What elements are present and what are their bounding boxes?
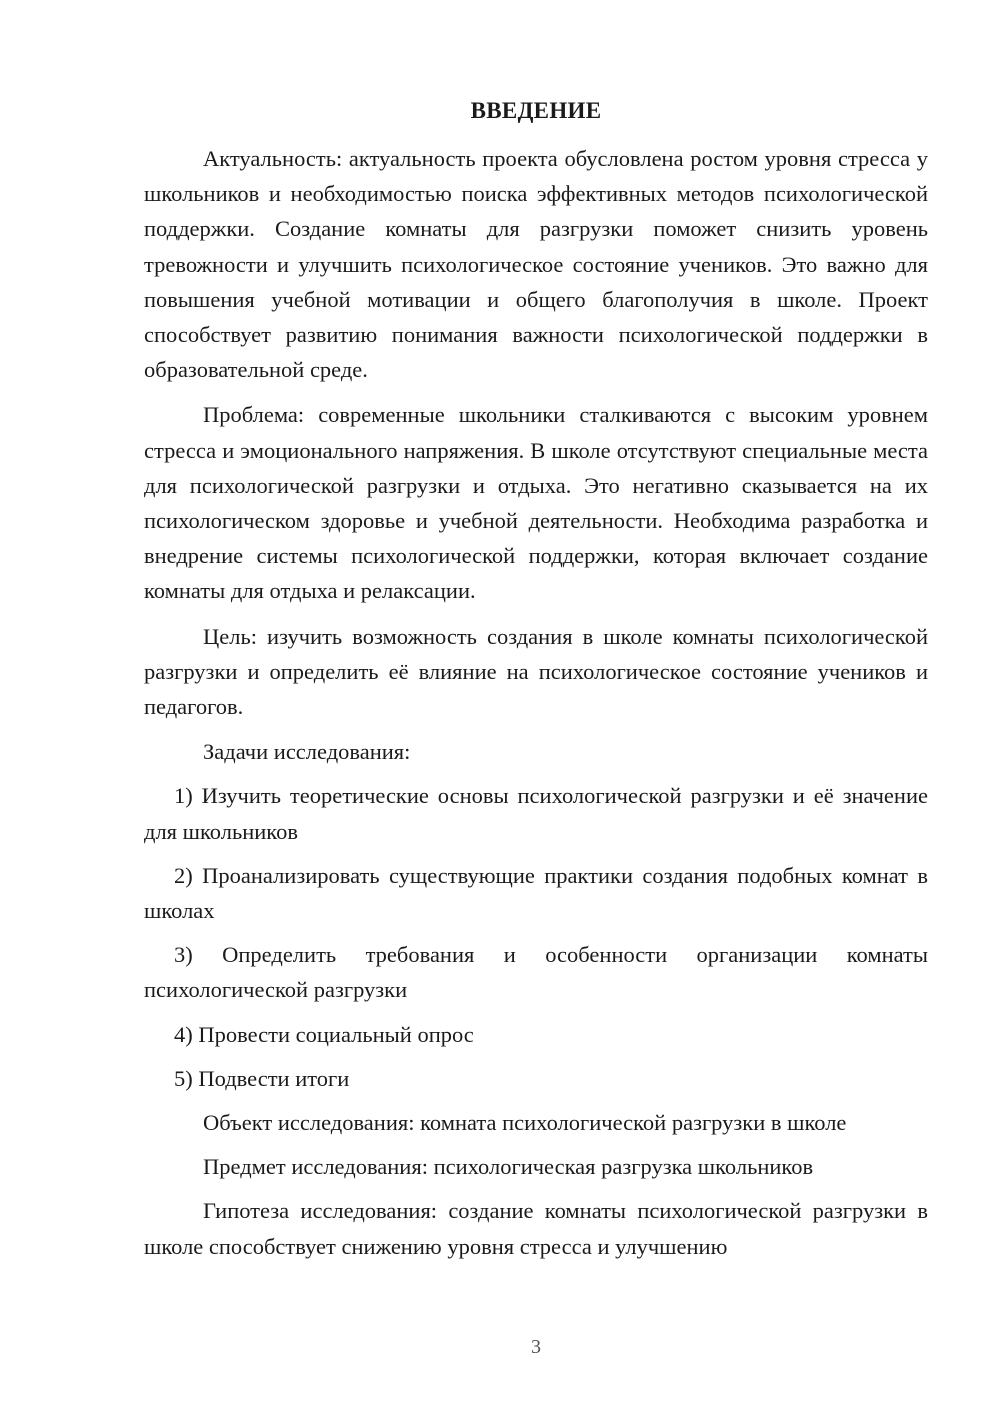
goal-paragraph: Цель: изучить возможность создания в школе комнаты психологической разгрузки и определить её влияние на психологическое состояние учеников и педагогов.: [144, 623, 928, 720]
task-item-4: 4) Провести социальный опрос: [174, 1021, 474, 1047]
page-title: ВВЕДЕНИЕ: [470, 98, 602, 123]
page-number: 3: [531, 1336, 541, 1358]
research-subject: Предмет исследования: психологическая разгрузка школьников: [203, 1154, 814, 1180]
task-item-3: 3) Определить требования и особенности организации комнаты психологической разгрузки: [144, 942, 928, 1003]
task-item-2: 2) Проанализировать существующие практики создания подобных комнат в школах: [144, 862, 928, 924]
problem-paragraph: Проблема: современные школьники сталкиваются с высоким уровнем стресса и эмоционального напряжения. В школе отсутствуют специальные места для психологической разгрузки и отдыха. Это негативно сказывается на их психологическом здоровье и учебной деятельности. Необходима разработка и внедрение системы психологической поддержки, которая включает создание комнаты для отдыха и релаксации.: [144, 402, 928, 604]
task-item-1: 1) Изучить теоретические основы психологической разгрузки и её значение для школьников: [144, 783, 928, 844]
page-body: [144, 141, 928, 1264]
task-item-5: 5) Подвести итоги: [174, 1065, 350, 1091]
research-object: Объект исследования: комната психологической разгрузки в школе: [203, 1110, 847, 1136]
relevance-paragraph: Актуальность: актуальность проекта обусловлена ростом уровня стресса у школьников и необходимостью поиска эффективных методов психологической поддержки. Создание комнаты для разгрузки поможет снизить уровень тревожности и улучшить психологическое состояние учеников. Это важно для повышения учебной мотивации и общего благополучия в школе. Проект способствует развитию понимания важности психологической поддержки в образовательной среде.: [144, 146, 928, 383]
research-hypothesis: Гипотеза исследования: создание комнаты психологической разгрузки в школе способствует снижению уровня стресса и улучшению: [144, 1198, 928, 1259]
tasks-heading: Задачи исследования:: [203, 739, 411, 765]
